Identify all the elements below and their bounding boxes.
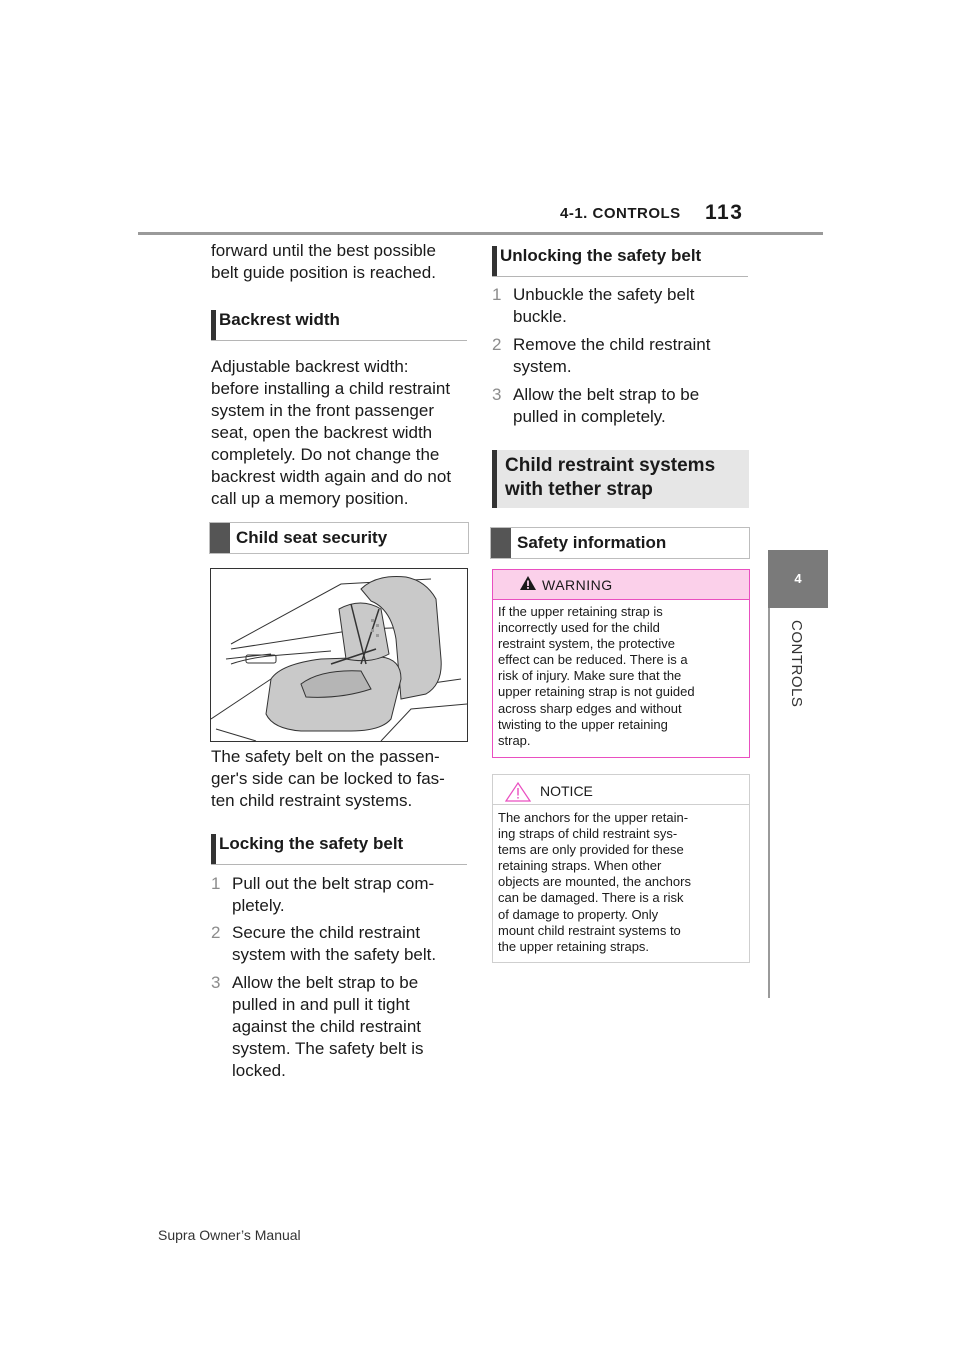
footer-manual-title: Supra Owner’s Manual [158, 1227, 301, 1243]
warning-triangle-icon [519, 575, 537, 596]
heading-bar [210, 523, 230, 553]
child-seat-security-paragraph: The safety belt on the passen- ger's side can be locked to fas- ten child restraint systems. [211, 747, 445, 810]
chapter-tab-rule [768, 608, 770, 998]
heading-bar [211, 834, 216, 864]
warning-label: WARNING [542, 577, 613, 593]
heading-locking-safety-belt: Locking the safety belt [211, 834, 467, 865]
page-number: 113 [705, 201, 744, 224]
chapter-label: CONTROLS [788, 620, 805, 708]
warning-box [492, 569, 750, 758]
notice-label: NOTICE [540, 783, 593, 799]
warning-header [493, 570, 749, 600]
backrest-width-paragraph: Adjustable backrest width: before installing a child restraint system in the front passenger seat, open the backrest width completely. Do not change the backrest width again and do not call up a memory position. [211, 357, 452, 508]
header-rule [138, 232, 823, 235]
child-seat-icon [211, 569, 467, 741]
unlocking-step-3: 3 Allow the belt strap to be pulled in completely. [492, 385, 700, 426]
notice-header [493, 775, 749, 805]
locking-step-2: 2 Secure the child restraint system with the safety belt. [211, 923, 437, 964]
notice-text: The anchors for the upper retain- ing straps of child restraint sys- tems are only provided for these retaining straps. When other objects are mounted, the anchors can be damaged. There is a risk of damage to property. Only mount child restraint systems to the upper retaining straps. [498, 810, 691, 954]
unlocking-step-2: 2 Remove the child restraint system. [492, 335, 711, 376]
child-seat-illustration [210, 568, 468, 742]
caution-triangle-icon [505, 782, 531, 807]
heading-bar [492, 246, 497, 276]
heading-bar [211, 310, 216, 340]
heading-child-restraint-tether: Child restraint systems with tether strap [492, 450, 749, 508]
heading-unlocking-safety-belt: Unlocking the safety belt [492, 246, 748, 277]
locking-step-1: 1 Pull out the belt strap com- pletely. [211, 874, 435, 915]
locking-step-3: 3 Allow the belt strap to be pulled in and pull it tight against the child restraint system. The safety belt is locked. [211, 973, 424, 1080]
heading-backrest-width: Backrest width [211, 310, 467, 341]
section-title: 4-1. CONTROLS [560, 205, 681, 222]
heading-child-seat-security: Child seat security [209, 522, 469, 554]
warning-text: If the upper retaining strap is incorrectly used for the child restraint system, the protective effect can be reduced. There is a risk of injury. Make sure that the upper retaining strap is not guided across sharp edges and without twisting to the upper retaining strap. [498, 604, 695, 748]
intro-paragraph: forward until the best possible belt guide position is reached. [211, 241, 436, 282]
heading-bar [491, 528, 511, 558]
heading-bar [492, 450, 497, 508]
heading-safety-information: Safety information [490, 527, 750, 559]
unlocking-step-1: 1 Unbuckle the safety belt buckle. [492, 285, 695, 326]
notice-box [492, 774, 750, 963]
chapter-tab[interactable]: 4 [768, 550, 828, 608]
